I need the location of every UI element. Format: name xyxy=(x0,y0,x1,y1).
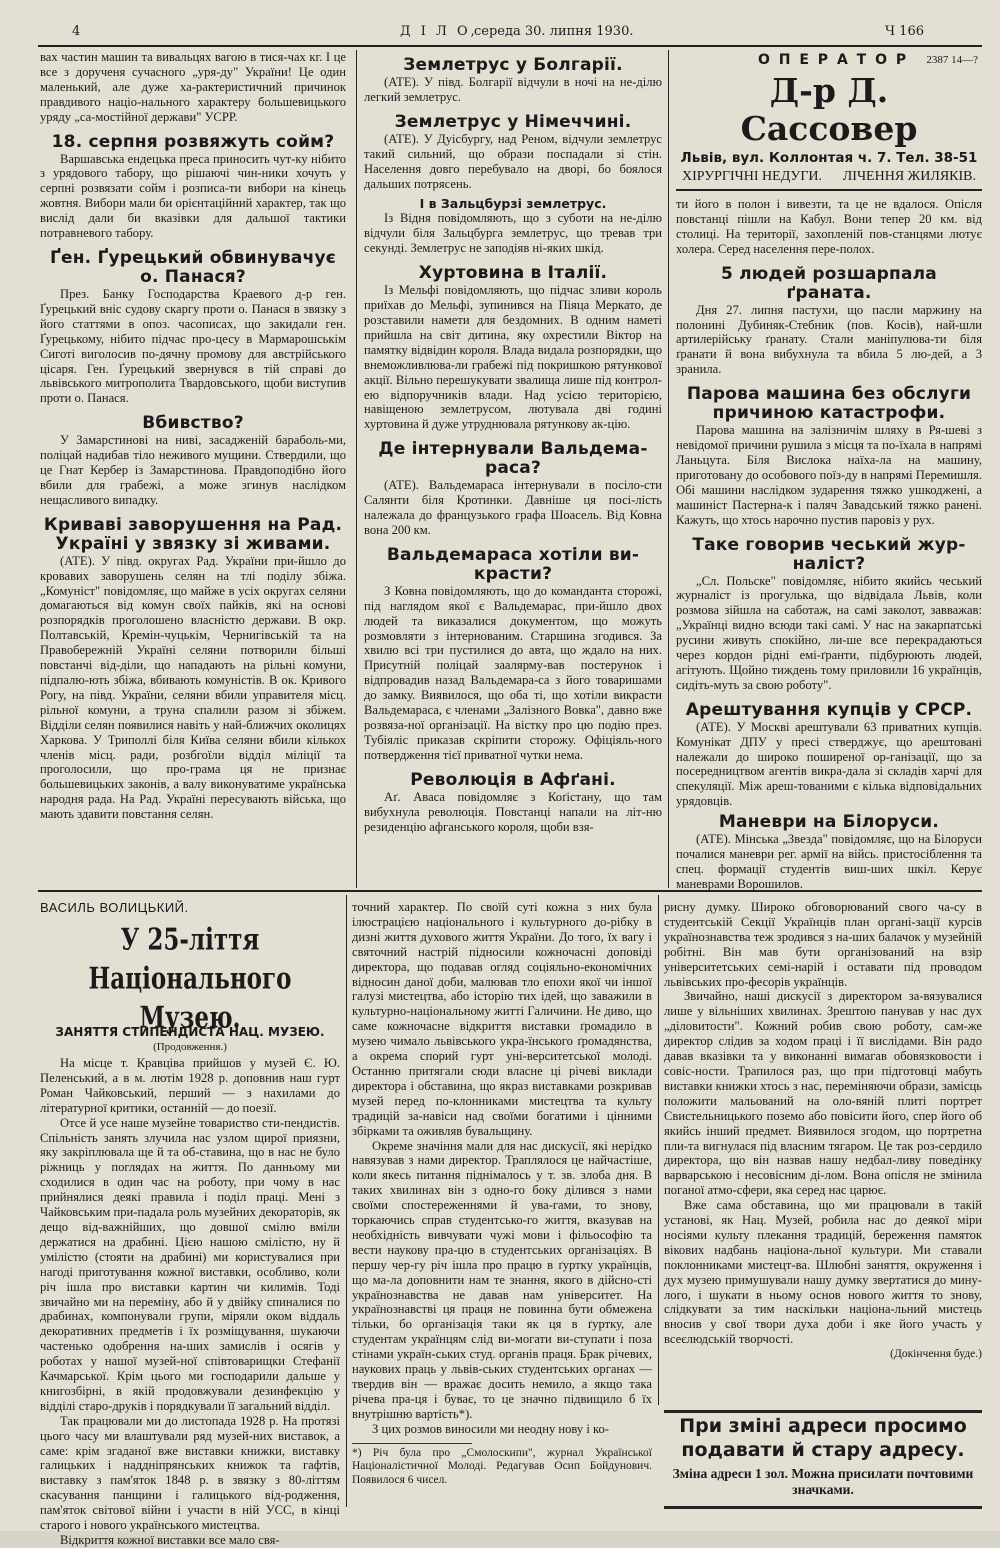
article-body: З Ковна повідомляють, що до команданта сторожі, під наглядом якої є Вальдемарас, при-йшло двох людей та виказалися документом, що можуть розмовляти з інтернованим. Старшина згодився. За хвилю всі три пустилися до авта, що ждало на них. Присутній поліцай заалярму-вав постерунок і відпровадив назад Вальдемара-са з його товаришами до замку. Виявилося, що оба ті, що хотіли викрасти Вальдемараса, є членами „Залізного Вовка", давно вже розвяза-ної організації. На вістку про цю подію през. Тубіяліс приказав скріпити сторожу. Офіціяль-ного потвердження тієї приватної чутки нема. xyxy=(364,583,662,762)
article-body: Дня 27. липня пастухи, що пасли маржину на полонині Дубиняк-Стебник (пов. Косів), най-шли артилерійську ґранату. Стали маніпулюва-ти біля ґранати й вона вибухнула та вбила 5 лю-дей, а 3 зранила. xyxy=(676,302,982,377)
footnote-rule xyxy=(352,1443,472,1444)
column-middle xyxy=(364,50,662,888)
article-body: Аґ. Аваса повідомляє з Коґістану, що там вибухнула революція. Повстанці напали на літ-ню резиденцію афганського короля, щоби взя- xyxy=(364,789,662,834)
headline: Вальдемараса хотіли ви-красти? xyxy=(386,544,640,584)
article-body: рисну думку. Широко обговорюваний свого ча-су в студентській Секції Українців план органі-зації курсів українознавства теж зродився з на-ших балачок у музейній робітні. Він мав бути організований на взір університетських семі-нарій і оставати під проводом львівських про-фесорів українців. xyxy=(664,900,982,989)
article-body: У Замарстинові на ниві, засадженій бараболь-ми, поліцай надибав тіло неживого мущини. Ствердили, що це Гнат Кербер із Замарстинова. Правдоподібно його вбили для грабежі, а може згинув наслідком нещасливого випадку. xyxy=(40,433,346,507)
paper-name: Д І Л О, xyxy=(400,24,478,39)
article-body: „Сл. Польске" повідомляє, нібито якийсь чеський журналіст із прогулька, що відвідала Львів, коли розмова зійшла на саботаж, на самі заколот, завважав: „Українці видно всюди такі самі. У нас на закарпатські русини живуть спокійно, ли-ше все перекрадаються через кордон рідні емі-ґранти, підбурюють людей, агітують. Щойно тиждень тому приловили 16 українців, сидіть-муть за свою роботу". xyxy=(676,573,982,692)
headline: Хуртовина в Італії. xyxy=(418,263,608,284)
headline: Вбивство? xyxy=(142,413,244,434)
ad-address: Львів, вул. Коллонтая ч. 7. Тел. 38-51 xyxy=(680,150,978,166)
article-continuation: вах частин машин та вивальцях вагою в тися-чах кг. І це все з дорученя сучасного „уря-ду" України! Це один маленький, але дуже ха-рактеристичний причинок правдивого націо-нального характеру большевицького уряду „са-мостійної держави" УСРР. xyxy=(40,50,346,124)
feature-title: У 25-ліття Національного Музею. xyxy=(88,922,292,1036)
ad-specialty-right: ЛІЧЕННЯ ЖИЛЯКІВ. xyxy=(842,169,976,184)
footnote: *) Річ була про „Смолоскипи", журнал Української Націоналістичної Молоді. Редагував Осип Бойдунович. Появилося 6 чисел. xyxy=(352,1446,652,1486)
headline: Парова машина без обслуги причиною катастрофи. xyxy=(686,384,972,424)
feature-continued-note: (Продовження.) xyxy=(153,1041,227,1053)
column-right xyxy=(676,50,982,891)
article-body: Так працювали ми до листопада 1928 р. На протязі цього часу ми влаштували ряд музей-них виставок, а саме: крім згаданої вже виставки книжки, виставку галицьких і наддніпрянських книжок та гафтів, виставку з пам'яток 1848 р. в звязку з 80-літтям скасування панщини і галицького від-родження, пам'яток світової війни і участи в ній УСС, в кінці старого і нового українського мистецтва. xyxy=(40,1413,340,1533)
headline: Таке говорив чеський жур-наліст? xyxy=(692,534,966,574)
subheadline: І в Зальцбурзі землетрус. xyxy=(419,196,607,212)
column-divider xyxy=(668,50,669,888)
headline: Криваві заворушення на Рад. Україні у звязку зі живами. xyxy=(43,514,343,554)
article-body: (АТЕ). Вальдемараса інтернували в посіло-сти Салянти біля Кротинки. Давніше ця посі-лість належала до французького графа Шоасель. Від Ковна вона 200 км. xyxy=(364,478,662,537)
article-body: (АТЕ). У півд. округах Рад. України при-йшло до кровавих заворушень селян на тлі поділу збіжа. „Комуніст" повідомляє, що майже в усіх округах селяни домагаються від комун своїх пайків, які на основі розпорядків проголошено власністю держави. В окр. Полтавській, Кремін-чуцькім, Чернигівській та на Правобережній Україні селяни потворили більші повстанчі від-діли, що нападають на рільні комуни, підпалю-ють збіжа, вбивають комуністів. В ок. Кривого Рогу, на півд. України, селяни вбили управителя місц. рільної комуни, а труна спалили разом зі збіжем. Відділи селян появилися навіть у най-ближчих околицях Харкова. У Триполлі біля Київа селяни вбили кількох членів місц. ради, розбгоїли відділ міліції та проголосили, що про-грама ця не признає большевицьких законів, а валу виконуватиме українська народня рада. На Рад. Україні пересувають війська, що мають здавити повстання селян. xyxy=(40,553,346,822)
article-body: З цих розмов виносили ми неодну нову і ко- xyxy=(372,1421,609,1436)
issue-number: Ч 166 xyxy=(885,24,924,39)
headline: Арештування купців у СРСР. xyxy=(685,699,973,720)
notice-line-1: При зміні адреси просимо xyxy=(679,1415,967,1437)
article-body: (АТЕ). У Дуісбургу, над Реном, відчули землетрус такий сильний, що образи поспадали зі стін. Населення довго перебувало на дворі, бо боялося дальших потрясень. xyxy=(364,131,662,191)
feature-subtitle: ЗАНЯТТЯ СТИПЕНДИСТА НАЦ. МУЗЕЮ. xyxy=(55,1025,325,1039)
notice-line-3: Зміна адреси 1 зол. Можна присилати почтовими значками. xyxy=(672,1466,974,1497)
notice-line-2: подавати й стару адресу. xyxy=(681,1439,965,1461)
column-divider xyxy=(658,895,659,1405)
to-be-continued: (Докінчення буде.) xyxy=(890,1348,982,1361)
article-body: Варшавська ендецька преса приносить чут-ку нібито з урядового табору, що рішаючі чин-ники хочуть у серпні розвязати сойм і розписа-ти вибори на кінець жовтня. Вибори мали би орієнтаційний характер, так що вислід дали би вказівки для дальшої тактики потравневого табору. xyxy=(40,151,346,241)
article-body: (АТЕ). У Москві арештували 63 приватних купців. Комунікат ДПУ у пресі стверджує, що арештовані належали до широко поширеної ор-ганізації, що за посередництвом агентів викра-дала зі складів харчі для спекуляції. Між ареш-тованими є кілька відповідальних урядовців. xyxy=(676,719,982,809)
headline: Революція в Афґані. xyxy=(410,769,616,790)
column-divider xyxy=(356,50,357,888)
feature-column-1 xyxy=(40,900,340,1547)
ad-doctor-name: Д-р Д. Сассовер xyxy=(740,71,918,148)
headline: Землетрус у Німеччині. xyxy=(394,111,632,132)
ad-code: 2387 14—? xyxy=(926,54,978,66)
notice-bottom-rule xyxy=(664,1506,982,1509)
article-body: Звичайно, наші дискусії з директором за-вязувалися лише у вільніших хвилинах. Зрештою панував у нас дух „діловитости". Кожний робив свою роботу, сам-же директор слідив за ходом праці і її вислідами. Він радо давав вказівки та у виконанні вимагав обовязковости і совіс-ности. Трапилося раз, що при підготовці мабуть виставки книжки хтось з нас, переміняючи образи, замісць положити мальований на оло-вяній плиті портрет Свистельницького поземо або повісити його, спер його об якийсь інший предмет. Виявилося згодом, що портретна пли-та вигнулася під власним тягаром. Це так роз-сердило директора, що він назвав нашу недбал-ливу поведінку варварською і несовісним ді-лом. Вона опісля не змінила поганої атмо-сфери, яка серед нас царює. xyxy=(664,989,982,1198)
article-body: Із Відня повідомляють, що з суботи на не-ділю відчули біля Зальцбурга землетрус, що тревав три секунді. Землетрус не заподіяв ні-яких шкід. xyxy=(364,211,662,256)
column-divider xyxy=(346,895,347,1507)
feature-author: ВАСИЛЬ ВОЛИЦЬКИЙ. xyxy=(40,900,189,915)
article-continuation: ти його в полон і вивезти, та це не вдалося. Опісля повстанці пішли на Кабул. Вони тепер 20 км. від столиці. На території, захопленій пов-станцями лютує холера. Серед населення пере-полох. xyxy=(676,197,982,256)
article-body: (АТЕ). Мінська „Звезда" повідомляє, що на Білоруси почалися маневри рег. армії на війсь. пристосіблення та спец. формації студентів виш-ших шкіл. Керує маневрами Ворошилов. xyxy=(676,832,982,891)
masthead-rule xyxy=(38,45,982,47)
headline: 18. серпня розвяжуть сойм? xyxy=(51,131,335,152)
page-number: 4 xyxy=(72,24,81,39)
headline: Землетрус у Болгарії. xyxy=(403,55,623,75)
issue-date: середа 30. липня 1930. xyxy=(474,24,634,39)
article-body: Із Мельфі повідомляють, що підчас зливи король приїхав до Мельфі, зупинився на Піяца Меркато, де розставили намети для бездомних. В одним наметі прийшла на світ дитина, яку охрестили Віктор на памятку відвідин короля. Влада видала розпорядки, що внеможливлюва-ли грабежі під покришкою рятункової акції. Вільно перешукувати звалища лише під контрол-ею відпоручників влади. Над усією територією, навіщеною землетрусом, лютувала дві годині хуртовина й дуже утруднювала рятункову ак-цію. xyxy=(364,283,662,432)
doctor-advertisement xyxy=(676,50,982,191)
article-body: Окреме значіння мали для нас дискусії, які нерідко навязував з нами директор. Траплялося це найчастіше, коли якесь питання піднімалось у т. зв. злоба дня. В таких хвилинах він з одно-го боку ділився з нами своїми спостереженнями й ува-гами, то знову, торкаючись справ студентсько-го життя, вказував на необхідність вивчувати чужі мови і фільософію та вести наукову пра-цю в студентських організаціях. В першу чер-гу річ ішла про працю в ґуртку українців, що ма-ла доповнити нам те знання, якого в дійсно-сті українознавства не давав нам університет. На українознавстві ця праця не повинна бути обмежена тільки, бо організація таки як ця в ґуртку, але студентам українцям слід ви-могати ви-ступати і поза стінами україн-ських студ. органів праця. Брак річевих, наукових праць у львів-ських студентських органах — твердив він — вражає досить немило, а якщо така річева пра-ця і буває, то це значно підвищило б їх внутрішню вартість*). xyxy=(352,1138,652,1421)
article-body: Відкриття кожної виставки все мало свя- xyxy=(60,1533,280,1547)
article-body: точний характер. По своїй суті кожна з них була ілюстрацією національного і культурного до-рібку в дизні життя духового життя України. До того, їх вагу і святочний настрій підносили кожночасні доповіді директора, що подавав огляд соціяльно-економічних відносин даної доби, малював тло епохи якої чи іншої галузі мистецтва, або історію тих ідей, що заважили в культурно-національному житті Галичини. Не диво, що саме кожночасне відкриття виставки ґромадило в музею чимало львівського укра-їнського ґромадянства, а окрема спорий гурт уні-верситетської молоді. Останню притягали сюди власне ці річеві виклади директора і обставина, що якраз виставками розкривав музей перед по-клонниками мистецтва та культу традицій за-навіси над своїми богатими і цінними збірками та оживляв бувальщину. xyxy=(352,900,652,1138)
headline: 5 людей розшарпала ґраната. xyxy=(721,263,937,303)
address-notice xyxy=(664,1414,982,1514)
article-body: На місце т. Кравціва прийшов у музей Є. Ю. Пеленський, а в м. лютім 1928 р. доповнив наш гурт Роман Чайковський, перший — з нахилами до літературної критики, останній — до поезії. xyxy=(40,1056,340,1115)
column-left xyxy=(40,50,346,888)
headline: Маневри на Білоруси. xyxy=(718,812,940,833)
ad-specialty-left: ХІРУРГІЧНІ НЕДУГИ. xyxy=(682,169,823,184)
article-body: Вже сама обставина, що ми працювали в такій установі, як Нац. Музей, робила нас до деякої міри носіями культу плекання традицій, береження памяток вікових надбань націона-льної культури. Ми ставали поклонниками мистецт-ва. Шлюбні заняття, окруження і дух музею примушували нашу думку звертатися до мину-лого, і шукати в ньому основ нового життя то знову, слідкувати за тим наскільки націона-льний мистець вносив у свої твори духа доби і яке його участь у всеєлюдській творчості. xyxy=(664,1198,982,1347)
headline: Ґен. Ґурецький обвинувачує о. Панася? xyxy=(49,247,337,287)
article-body: Парова машина на залізничім шляху в Ря-шеві з невідомої причини рушила з місця та по-їхала в напрямі Ланьцута. Біля Вислока наїха-ла на машину, приготовану до особового поїз-ду в напрямі Перемишля. Обі машини наслідком зударення тяжко ушкоджені, а машиніст Пастерна-к і паляч Завадський тяжко ранені. Кажуть, що хтось нарочно пустив паровіз у рух. xyxy=(676,423,982,527)
article-body: (АТЕ). У півд. Болгарії відчули в ночі на не-ділю легкий землетрус. xyxy=(364,75,662,104)
ad-operator: О П Е Р А Т О Р xyxy=(758,52,909,68)
feature-column-2 xyxy=(352,900,652,1508)
headline: Де інтернували Вальдема-раса? xyxy=(378,439,648,479)
feature-column-3 xyxy=(664,900,982,1406)
article-body: Отсе й усе наше музейне товариство сти-пендистів. Спільність занять злучила нас узлом щирої приязни, яку закріплювала ще й та об-ставина, що в нас не було ріжниць у поглядах на життя. По данньому ми сходилися в один час на роботу, при чому в нас прийнялися деякі правила і поділ праці. Мені з Чайковським при-падала роль музейних декораторів, як дещо від-важнійших, що довшої смілю вміли держатися на драбині. Цією нашою смілістю, ну й умілістю (стояти на драбині) ми користувалися при нагоді приготування кожної виставки, особливо, коли річ ішла про виставки картин чи килимів. Тоді звичайно ми на переміну, або й у двійку спиналися по драбинах, компонували групи, міряли оком віддаль декоративних предметів і їх розміщування, шукаючи частенько одобрення на-ших замислів і осягів у роботах у нашої музей-ної співтоварищки Стефанії Качмарської. Крім цього ми господарили дальше у книгозбірні, в якій продовжували дезинфекцію у відділі старо-друків і порядкували її загальний відділ. xyxy=(40,1115,340,1413)
article-body: През. Банку Господарства Краевого д-р ген. Ґурецький вніс судову скаргу проти о. Панася в звязку з його статтями в опоз. часописах, що закидали ген. Ґурецькому, нібито підчас про-цесу в Мармарошськім Сиготі виголосив по-дячну промову для австрійського цісаря. Ген. Ґурецький звернувся в тій справі до львівського митрополита Твардовського, щоби виступив проти о. Панася. xyxy=(40,286,346,406)
notice-top-rule xyxy=(664,1410,982,1413)
